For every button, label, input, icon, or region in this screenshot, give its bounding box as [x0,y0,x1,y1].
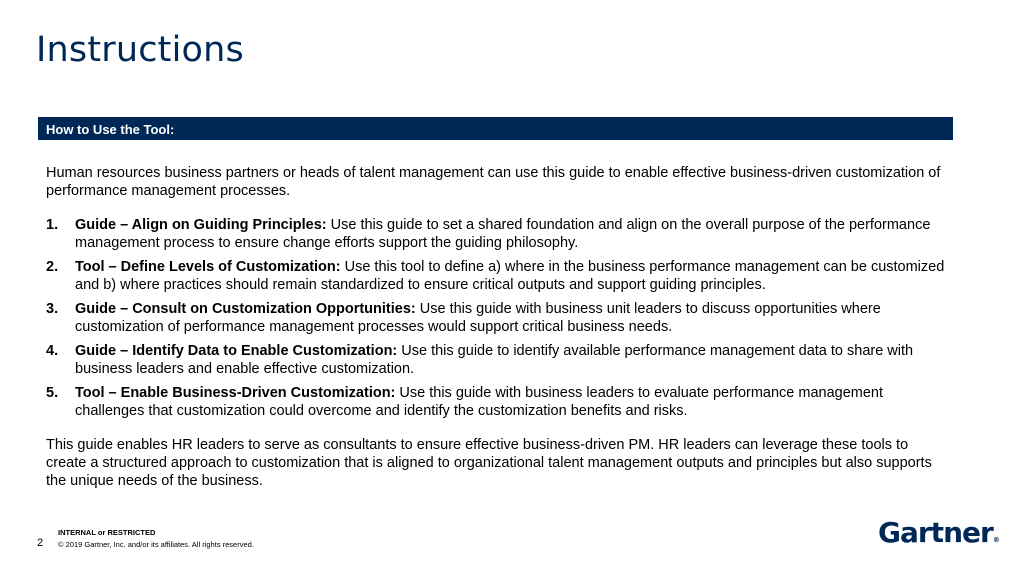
intro-paragraph: Human resources business partners or heads of talent management can use this guide to enable effective business-driven customization of performance management processes. [46,165,941,199]
step-text: Use this guide with business leaders to evaluate performance management challenges that customization could overcome and identify the customization benefits and risks. [75,385,884,419]
page-number: 2 [37,537,44,549]
step-text: Use this guide to identify available performance management data to share with business leaders and enable effective customization. [75,343,914,377]
list-item [46,384,946,420]
step-label: Tool – Define Levels of Customization: [75,259,341,275]
list-item [46,216,946,252]
step-number: 2. [46,259,59,275]
step-label: Guide – Identify Data to Enable Customization: [75,343,398,359]
classification-label: INTERNAL or RESTRICTED [58,528,156,537]
slide-title: Instructions [36,30,244,70]
step-label: Guide – Align on Guiding Principles: [75,217,327,233]
step-number: 3. [46,301,59,317]
closing-paragraph: This guide enables HR leaders to serve as consultants to ensure effective business-driven PM. HR leaders can leverage these tools to create a structured approach to customization that is aligned to organizational talent management outputs and principles but also supports the unique needs of the business. [46,437,932,489]
section-banner: How to Use the Tool: [38,117,953,140]
copyright-notice: © 2019 Gartner, Inc. and/or its affiliates. All rights reserved. [58,540,254,549]
list-item [46,258,946,294]
step-number: 5. [46,385,59,401]
step-text: Use this guide to set a shared foundation and align on the overall purpose of the performance management process to ensure change efforts support the guiding philosophy. [75,217,931,251]
step-number: 1. [46,217,59,233]
slide-content [46,164,946,490]
list-item [46,342,946,378]
step-label: Guide – Consult on Customization Opportunities: [75,301,416,317]
step-number: 4. [46,343,59,359]
steps-list [46,216,946,420]
registered-mark: ® [992,536,1000,544]
logo-text: Gartner [878,516,993,549]
list-item [46,300,946,336]
gartner-logo [878,516,1000,549]
step-text: Use this guide with business unit leaders to discuss opportunities where customization of performance management processes would support critical business needs. [75,301,881,335]
step-label: Tool – Enable Business-Driven Customization: [75,385,396,401]
step-text: Use this tool to define a) where in the business performance management can be customized and b) where practices should remain standardized to ensure critical outputs and support guiding principles. [75,259,945,293]
